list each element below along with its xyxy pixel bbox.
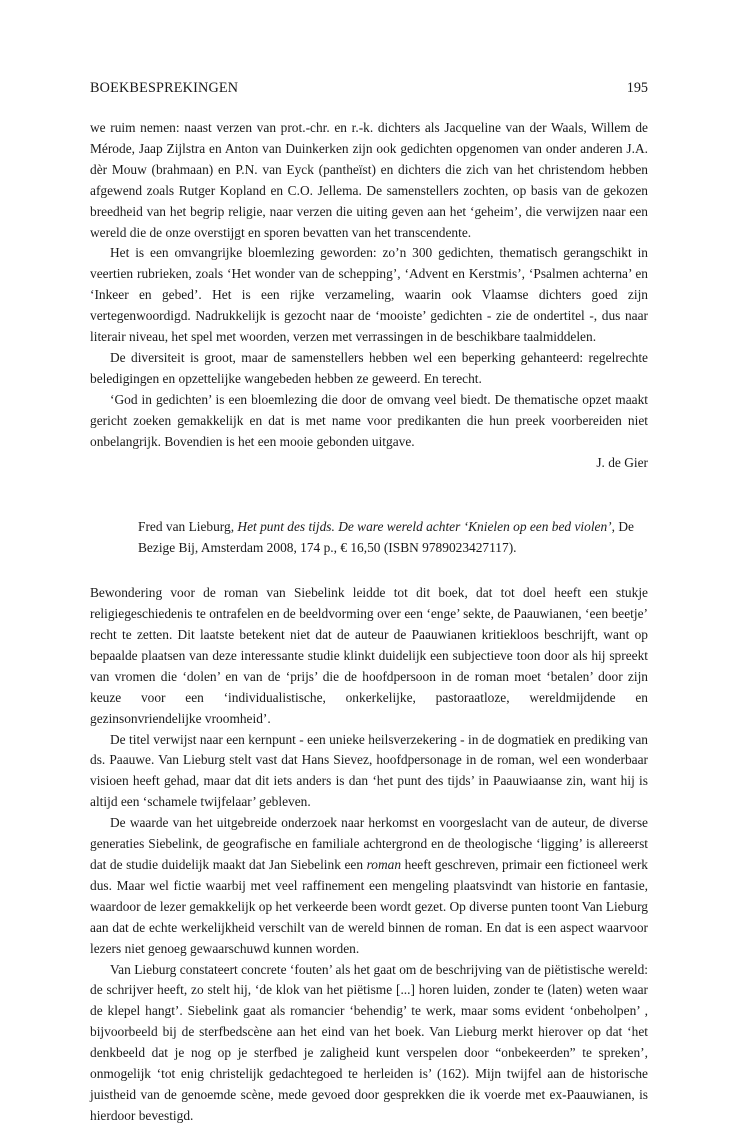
review-1-body xyxy=(90,118,648,473)
review-2-paragraph: De titel verwijst naar een kernpunt - een unieke heilsverzekering - in de dogmatiek en prediking van ds. Paauwe. Van Lieburg stelt vast dat Hans Sievez, hoofdpersonage in de roman, wel een wonderbaar visioen heeft gehad, maar dat dit iets anders is dan ‘het punt des tijds’ in Paauwiaanse zin, want hij is altijd een ‘schamele twijfelaar’ gebleven. xyxy=(90,731,648,810)
book-publication: , De Bezige Bij, Amsterdam 2008, 174 p., € 16,50 (ISBN 9789023427117). xyxy=(138,519,634,556)
book-title: Het punt des tijds. De ware wereld achter ‘Knielen op een bed violen’ xyxy=(237,519,612,535)
review-2-body xyxy=(90,583,648,1127)
review-1-paragraph: ‘God in gedichten’ is een bloemlezing die door de omvang veel biedt. De thematische opzet maakt gericht zoeken gemakkelijk en dat is met name voor predikanten die hun preek voorbereiden niet onbelangrijk. Bovendien is het een mooie gebonden uitgave. xyxy=(90,391,648,449)
review-1-paragraph: we ruim nemen: naast verzen van prot.-chr. en r.-k. dichters als Jacqueline van der Waals, Willem de Mérode, Jaap Zijlstra en Anton van Duinkerken zijn ook gedichten opgenomen van onder anderen J.A. dèr Mouw (brahmaan) en P.N. van Eyck (pantheïst) en dichters die zich van het christendom hebben afgewend zoals Rutger Kopland en C.O. Jellema. De samenstellers zochten, op basis van de gekozen breedheid van het begrip religie, naar verzen die uiting geven aan het ‘geheim’, die verwijzen naar een wereld die de onze overstijgt en sporen bevatten van het transcendente. xyxy=(90,120,648,240)
reviewer-signature: J. de Gier xyxy=(596,454,648,470)
review-2-paragraph: Van Lieburg constateert concrete ‘fouten’ als het gaat om de beschrijving van de piëtistische wereld: de schrijver heeft, zo stelt hij, ‘de klok van het piëtisme [...] horen luiden, zonder te (laten) weten waar de klepel hangt’. Siebelink gaat als romancier ‘behendig’ te werk, maar soms evident ‘onbeholpen’ , bijvoorbeeld bij de sterfbedscène aan het eind van het boek. Van Lieburg merkt hierover op dat ‘het denkbeeld dat je nog op je sterfbed je zaligheid kunt verspelen door “onbekeerden” te spreken’, onmogelijk ‘tot enig christelijk gedachtegoed te herleiden is’ (162). Mijn twijfel aan de historische juistheid van de genoemde scène, mede gevoed door gesprekken die ik voerde met ex-Paauwianen, is hierdoor bevestigd. xyxy=(90,961,648,1123)
paragraph-text: heeft geschreven, primair een fictioneel werk dus. Maar wel fictie waarbij met veel raffinement een mengeling plaatsvindt van historie en fantasie, waardoor de lezer gemakkelijk op het verkeerde been wordt gezet. Op diverse punten toont Van Lieburg aan dat de echte werkelijkheid verschilt van de wereld binnen de roman. En dat is een aspect waarvoor lezers niet genoeg gewaarschuwd kunnen worden. xyxy=(90,857,649,956)
page xyxy=(90,78,648,1127)
review-2-paragraph xyxy=(90,813,648,959)
section-title: BOEKBESPREKINGEN xyxy=(90,80,239,96)
book-author: Fred van Lieburg, xyxy=(138,519,238,535)
paragraph-text: De waarde van het uitgebreide onderzoek naar herkomst en voorgeslacht van de auteur, de diverse generaties Siebelink, de geografische en familiale achtergrond en de theologische ‘ligging’ is allereerst dat de studie duidelijk maakt dat Jan Siebelink een xyxy=(90,815,648,872)
review-2-paragraph: Bewondering voor de roman van Siebelink leidde tot dit boek, dat tot doel heeft een stukje religiegeschiedenis te ontrafelen en de beeldvorming over een ‘enge’ sekte, de Paauwianen, ‘een beetje’ recht te zetten. Dit laatste betekent niet dat de auteur de Paauwianen kritiekloos beschrijft, want op bepaalde plaatsen van deze interessante studie klinkt duidelijk een subjectieve toon door als hij spreekt van vromen die ‘dolen’ en van de ‘prijs’ die de hoofdpersoon in de roman moet ‘betalen’ door zijn keuze voor een ‘individualistische, onkerkelijke, pastoraatloze, wereldmijdende en gezinsonvriendelijke vroomheid’. xyxy=(90,585,648,726)
emphasis-roman: roman xyxy=(366,857,402,872)
page-number: 195 xyxy=(626,80,648,96)
review-2-citation xyxy=(138,517,648,559)
review-1-paragraph: Het is een omvangrijke bloemlezing geworden: zo’n 300 gedichten, thematisch gerangschikt in veertien rubrieken, zoals ‘Het wonder van de schepping’, ‘Advent en Kerstmis’, ‘Psalmen achterna’ en ‘Inkeer en gebed’. Het is een rijke verzameling, waarin ook Vlaamse dichters goed zijn vertegenwoordigd. Nadrukkelijk is gezocht naar de ‘mooiste’ gedichten - zie de ondertitel -, dus naar literair niveau, het spel met woorden, verzen met verrassingen in de beschikbare taalmiddelen. xyxy=(90,245,648,345)
running-header xyxy=(90,78,648,100)
review-1-paragraph: De diversiteit is groot, maar de samenstellers hebben wel een beperking gehanteerd: regelrechte beledigingen en opzettelijke wangebeden hebben ze geweerd. En terecht. xyxy=(90,349,648,386)
